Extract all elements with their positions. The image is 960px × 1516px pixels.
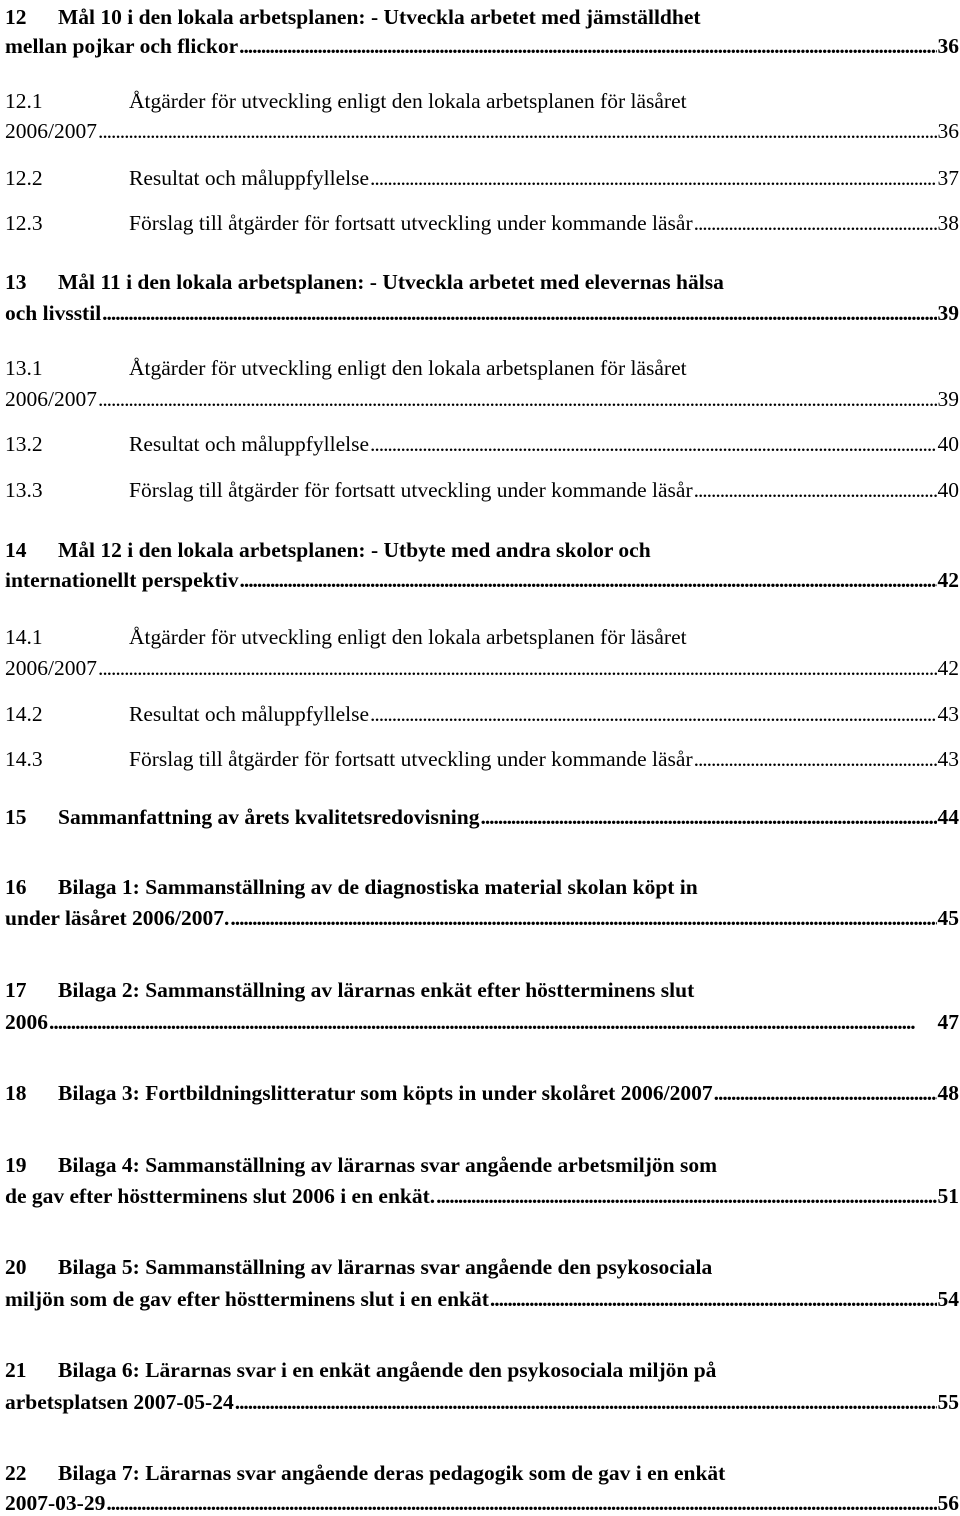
toc-page-number: 40 [937, 432, 959, 457]
toc-entry-13[interactable] [5, 265, 959, 295]
toc-entry-20-cont[interactable] [5, 1282, 959, 1312]
toc-number: 17 [5, 978, 27, 1003]
toc-number: 15 [5, 805, 27, 830]
toc-title: Resultat och måluppfyllelse [129, 432, 370, 457]
toc-number: 12.2 [5, 166, 43, 191]
toc-number: 14 [5, 538, 27, 563]
toc-number: 21 [5, 1358, 27, 1383]
toc-entry-13-cont[interactable] [5, 296, 959, 326]
toc-title-cont: under läsåret 2006/2007. [5, 906, 230, 931]
toc-entry-13-1-cont[interactable] [5, 382, 959, 412]
toc-title: Bilaga 6: Lärarnas svar i en enkät angående den psykosociala miljön på [58, 1358, 717, 1383]
toc-entry-14-3[interactable] [5, 742, 959, 772]
dot-leader [490, 1288, 937, 1312]
toc-page-number: 44 [937, 805, 959, 830]
toc-number: 14.1 [5, 625, 43, 650]
toc-number: 13.3 [5, 478, 43, 503]
toc-page-number: 38 [937, 211, 959, 236]
toc-title: Förslag till åtgärder för fortsatt utveckling under kommande läsår [129, 747, 693, 772]
toc-entry-22[interactable] [5, 1456, 959, 1486]
dot-leader [98, 657, 937, 681]
toc-entry-12[interactable] [5, 0, 959, 30]
toc-title: Bilaga 1: Sammanställning av de diagnostiska material skolan köpt in [58, 875, 698, 900]
toc-entry-22-cont[interactable] [5, 1486, 959, 1516]
toc-title-cont: 2007-03-29 [5, 1491, 106, 1516]
toc-number: 16 [5, 875, 27, 900]
toc-entry-13-2[interactable] [5, 427, 959, 457]
toc-title: Åtgärder för utveckling enligt den lokala arbetsplanen för läsåret [129, 89, 687, 114]
toc-entry-18[interactable] [5, 1076, 959, 1106]
toc-title: Mål 11 i den lokala arbetsplanen: - Utveckla arbetet med elevernas hälsa [58, 270, 724, 295]
dot-leader [714, 1082, 937, 1106]
toc-page-number: 39 [937, 301, 959, 326]
toc-title-cont: och livsstil [5, 301, 102, 326]
toc-number: 13 [5, 270, 27, 295]
toc-entry-12-3[interactable] [5, 206, 959, 236]
toc-page-number: 43 [937, 702, 959, 727]
toc-page-number: 45 [937, 906, 959, 931]
toc-entry-12-cont[interactable] [5, 29, 959, 59]
toc-title: Resultat och måluppfyllelse [129, 702, 370, 727]
toc-entry-21[interactable] [5, 1353, 959, 1383]
toc-page-number: 40 [937, 478, 959, 503]
toc-title: Mål 10 i den lokala arbetsplanen: - Utveckla arbetet med jämställdhet [58, 5, 701, 30]
toc-page-number: 43 [937, 747, 959, 772]
toc-number: 22 [5, 1461, 27, 1486]
toc-number: 12 [5, 5, 27, 30]
toc-entry-14-2[interactable] [5, 697, 959, 727]
toc-entry-19-cont[interactable] [5, 1179, 959, 1209]
toc-entry-13-1[interactable] [5, 351, 959, 381]
dot-leader [694, 479, 937, 503]
toc-title: Bilaga 2: Sammanställning av lärarnas enkät efter höstterminens slut [58, 978, 695, 1003]
toc-title: Sammanfattning av årets kvalitetsredovisning [58, 805, 480, 830]
toc-entry-14-1-cont[interactable] [5, 651, 959, 681]
dot-leader [235, 1391, 937, 1415]
toc-number: 12.3 [5, 211, 43, 236]
toc-title-cont: mellan pojkar och flickor [5, 34, 239, 59]
toc-page-number: 55 [937, 1390, 959, 1415]
toc-number: 13.1 [5, 356, 43, 381]
toc-title-cont: arbetsplatsen 2007-05-24 [5, 1390, 234, 1415]
toc-title-cont: 2006/2007 [5, 387, 97, 412]
toc-entry-12-1[interactable] [5, 84, 959, 114]
toc-number: 18 [5, 1081, 27, 1106]
toc-entry-17-cont[interactable] [5, 1005, 959, 1035]
toc-title: Förslag till åtgärder för fortsatt utveckling under kommande läsår [129, 478, 693, 503]
dot-leader [480, 806, 936, 830]
toc-page-number: 36 [937, 119, 959, 144]
toc-title: Bilaga 4: Sammanställning av lärarnas svar angående arbetsmiljön som [58, 1153, 717, 1178]
toc-page-number: 48 [937, 1081, 959, 1106]
toc-title: Åtgärder för utveckling enligt den lokala arbetsplanen för läsåret [129, 356, 687, 381]
dot-leader [240, 569, 937, 593]
toc-entry-14[interactable] [5, 533, 959, 563]
dot-leader [694, 212, 937, 236]
dot-leader [694, 748, 937, 772]
toc-page-number: 47 [937, 1010, 959, 1035]
toc-entry-14-1[interactable] [5, 620, 959, 650]
dot-leader [370, 433, 936, 457]
toc-entry-12-2[interactable] [5, 161, 959, 191]
toc-number: 12.1 [5, 89, 43, 114]
toc-title: Förslag till åtgärder för fortsatt utveckling under kommande läsår [129, 211, 693, 236]
toc-number: 20 [5, 1255, 27, 1280]
toc-title-cont: 2006/2007 [5, 119, 97, 144]
toc-title-cont: 2006 [5, 1010, 48, 1035]
toc-title: Mål 12 i den lokala arbetsplanen: - Utbyte med andra skolor och [58, 538, 651, 563]
dot-leader [230, 907, 936, 931]
toc-title: Åtgärder för utveckling enligt den lokala arbetsplanen för läsåret [129, 625, 687, 650]
toc-entry-20[interactable] [5, 1250, 959, 1280]
toc-entry-12-1-cont[interactable] [5, 114, 959, 144]
toc-title-cont: 2006/2007 [5, 656, 97, 681]
toc-entry-16[interactable] [5, 870, 959, 900]
dot-leader [98, 120, 937, 144]
toc-page-number: 51 [937, 1184, 959, 1209]
toc-page-number: 56 [937, 1491, 959, 1516]
dot-leader [436, 1185, 936, 1209]
toc-title-cont: miljön som de gav efter höstterminens slut i en enkät [5, 1287, 489, 1312]
toc-title: Bilaga 3: Fortbildningslitteratur som köpts in under skolåret 2006/2007 [58, 1081, 713, 1106]
toc-number: 13.2 [5, 432, 43, 457]
toc-entry-13-3[interactable] [5, 473, 959, 503]
dot-leader [49, 1011, 937, 1035]
dot-leader [102, 302, 936, 326]
dot-leader [98, 388, 937, 412]
toc-entry-16-cont[interactable] [5, 901, 959, 931]
toc-title: Resultat och måluppfyllelse [129, 166, 370, 191]
dot-leader [106, 1492, 936, 1516]
toc-entry-19[interactable] [5, 1148, 959, 1178]
toc-page-number: 36 [937, 34, 959, 59]
toc-page-number: 37 [937, 166, 959, 191]
toc-title-cont: internationellt perspektiv [5, 568, 239, 593]
toc-number: 14.2 [5, 702, 43, 727]
toc-number: 14.3 [5, 747, 43, 772]
toc-entry-17[interactable] [5, 973, 959, 1003]
toc-title: Bilaga 7: Lärarnas svar angående deras pedagogik som de gav i en enkät [58, 1461, 726, 1486]
toc-page-number: 42 [937, 656, 959, 681]
toc-title: Bilaga 5: Sammanställning av lärarnas svar angående den psykosociala [58, 1255, 713, 1280]
toc-entry-21-cont[interactable] [5, 1385, 959, 1415]
toc-number: 19 [5, 1153, 27, 1178]
toc-page-number: 39 [937, 387, 959, 412]
toc-page-number: 54 [937, 1287, 959, 1312]
toc-entry-14-cont[interactable] [5, 563, 959, 593]
dot-leader [370, 703, 936, 727]
dot-leader [370, 167, 936, 191]
toc-page-number: 42 [937, 568, 959, 593]
toc-entry-15[interactable] [5, 800, 959, 830]
dot-leader [239, 35, 936, 59]
toc-title-cont: de gav efter höstterminens slut 2006 i en enkät. [5, 1184, 436, 1209]
